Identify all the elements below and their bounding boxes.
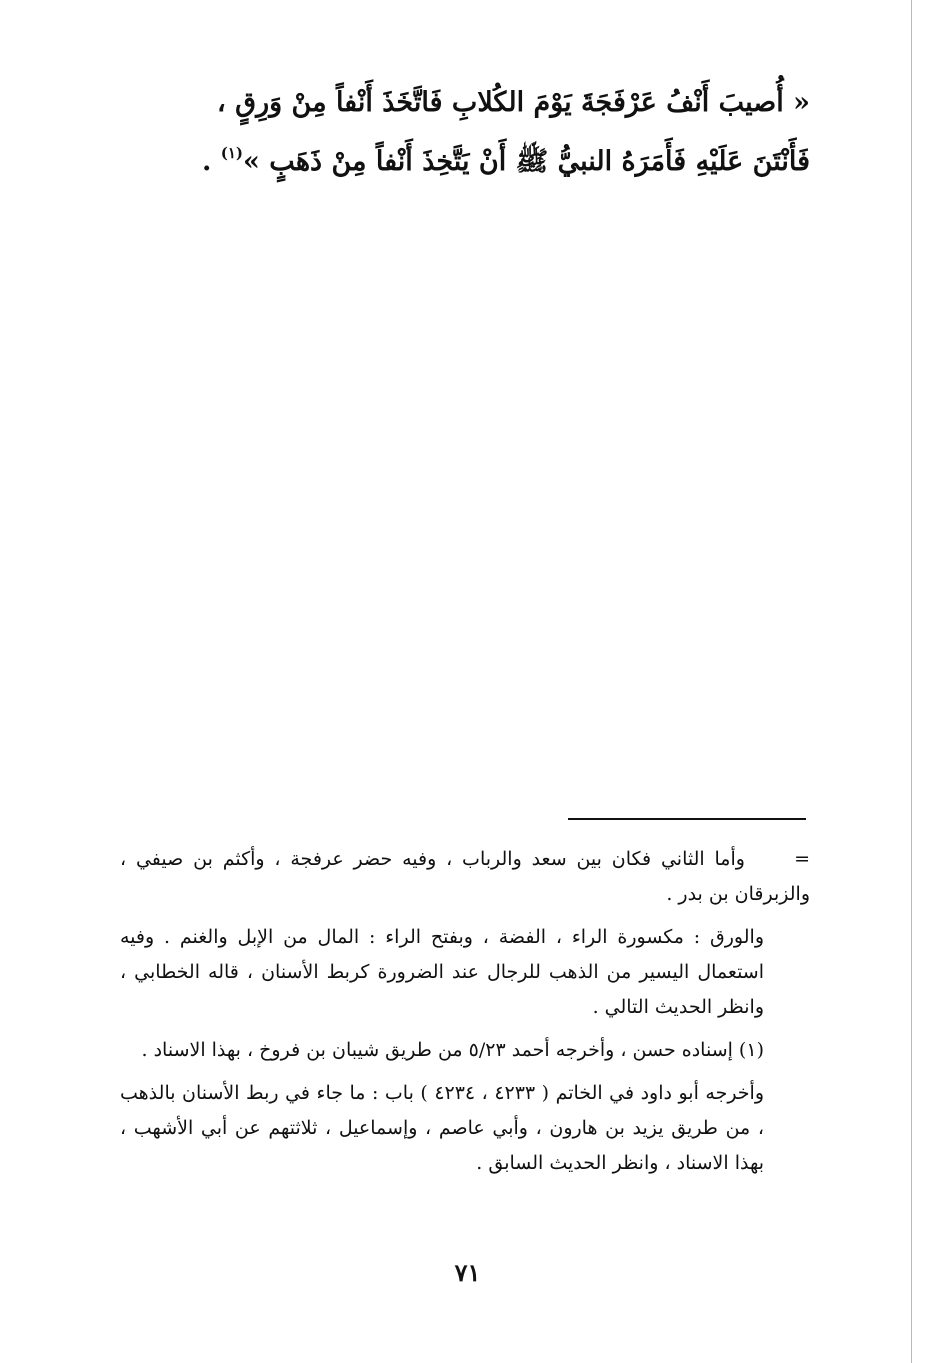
continuation-mark: = — [794, 848, 810, 870]
hadith-line-2 — [120, 128, 810, 187]
footnote-paragraph-1-text: وأما الثاني فكان بين سعد والرباب ، وفيه حضر عرفجة ، وأكثم بن صيفي ، والزبرقان بن بدر . — [120, 848, 810, 905]
hadith-text — [120, 78, 810, 187]
footnote-paragraph-2: والورق : مكسورة الراء ، الفضة ، وبفتح الراء : المال من الإبل والغنم . وفيه استعمال اليسير من الذهب للرجال عند الضرورة كربط الأسنان ، قاله الخطابي ، وانظر الحديث التالي . — [120, 926, 764, 1018]
footnote-paragraph-3: (١) إسناده حسن ، وأخرجه أحمد ٥/٢٣ من طريق شيبان بن فروخ ، بهذا الاسناد . — [141, 1039, 764, 1061]
footnotes-section — [120, 842, 810, 1189]
hadith-line-1-text: « أُصيبَ أَنْفُ عَرْفَجَةَ يَوْمَ الكُلابِ فَاتَّخَذَ أَنْفاً مِنْ وَرِقٍ ، — [217, 87, 810, 118]
page-edge-line — [911, 0, 912, 1363]
hadith-end-punctuation: . — [201, 146, 221, 177]
hadith-line-2-text: فَأَنْتَنَ عَلَيْهِ فَأَمَرَهُ النبيُّ ﷺ أَنْ يَتَّخِذَ أَنْفاً مِنْ ذَهَبٍ » — [243, 146, 810, 177]
hadith-line-1 — [120, 78, 810, 128]
footnote-separator — [568, 818, 806, 820]
page-number: ٧١ — [454, 1258, 481, 1287]
footnote-paragraph-1 — [120, 842, 810, 912]
footnote-paragraph-4: وأخرجه أبو داود في الخاتم ( ٤٢٣٣ ، ٤٢٣٤ ) باب : ما جاء في ربط الأسنان بالذهب ، من طريق يزيد بن هارون ، وأبي عاصم ، وإسماعيل ، ثلاثتهم عن أبي الأشهب ، بهذا الاسناد ، وانظر الحديث السابق . — [120, 1082, 764, 1174]
footnote-marker: (١) — [220, 144, 244, 162]
